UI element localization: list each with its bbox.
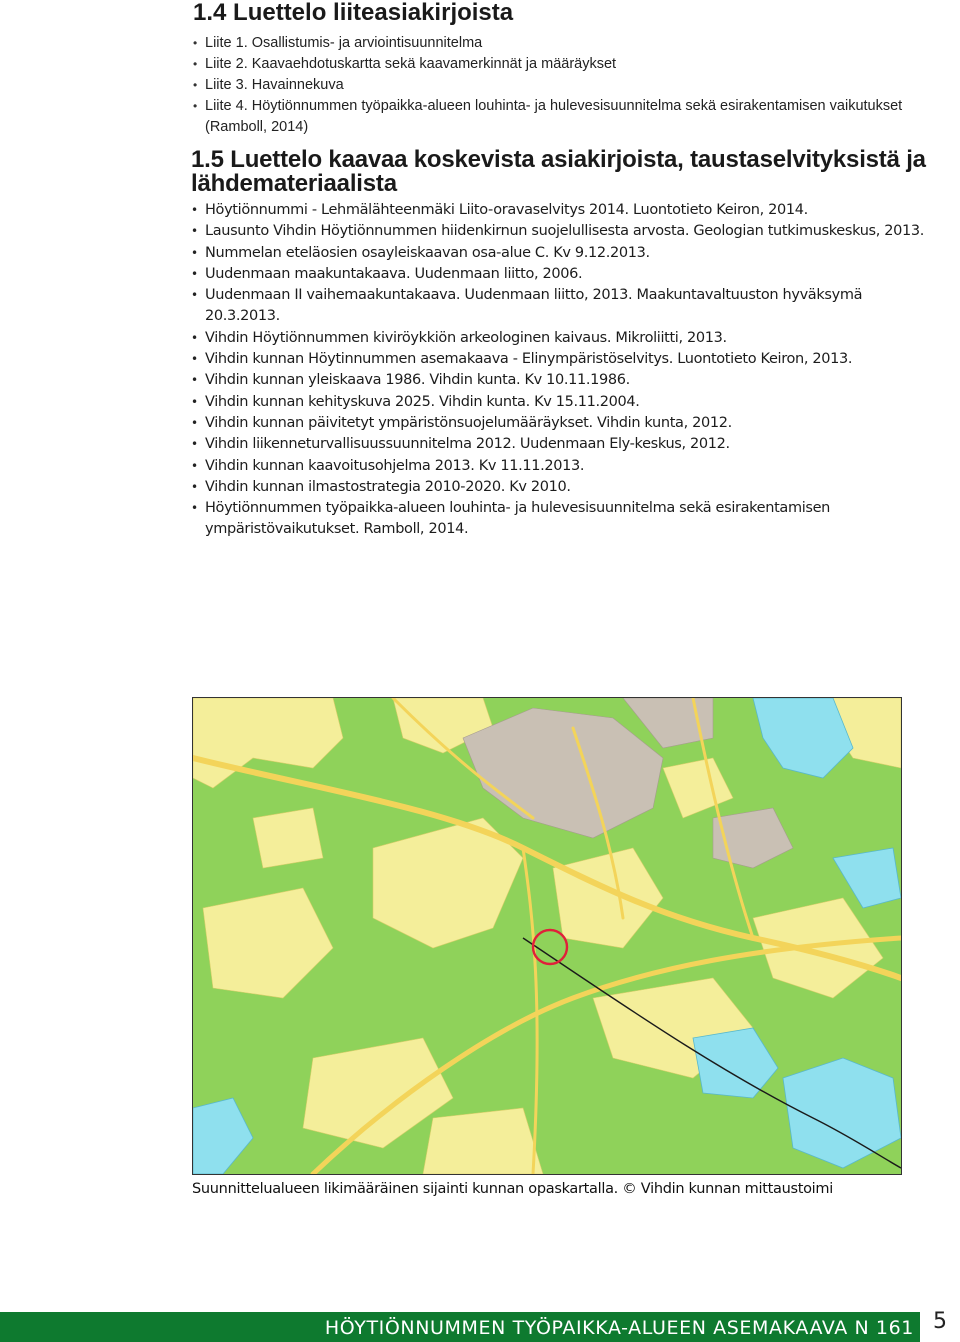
list-item: • Vihdin kunnan yleiskaava 1986. Vihdin kunta. Kv 10.11.1986. — [191, 370, 931, 391]
list-item: • Vihdin kunnan Höytinnummen asemakaava - Elinympäristöselvitys. Luontotieto Keiron, 2013. — [191, 349, 931, 370]
list-item: • Liite 1. Osallistumis- ja arviointisuunnitelma — [193, 33, 913, 54]
list-item: • Liite 3. Havainnekuva — [193, 75, 913, 96]
section-title-documents: 1.5 Luettelo kaavaa koskevista asiakirjoista, taustaselvityksistä ja lähdemateriaalista — [191, 146, 926, 197]
list-item: • Höytiönnummen työpaikka-alueen louhinta- ja hulevesisuunnitelma sekä esirakentamisen ympäristövaikutukset. Ramboll, 2014. — [191, 498, 931, 541]
list-item: • Höytiönnummi - Lehmälähteenmäki Liito-oravaselvitys 2014. Luontotieto Keiron, 2014. — [191, 200, 931, 221]
list-item: • Liite 4. Höytiönnummen työpaikka-alueen louhinta- ja hulevesisuunnitelma sekä esirakentamisen vaikutukset (Ramboll, 2014) — [193, 96, 913, 138]
map-image — [193, 698, 901, 1174]
list-item: • Uudenmaan II vaihemaakuntakaava. Uudenmaan liitto, 2013. Maakuntavaltuuston hyväksymä 20.3.2013. — [191, 285, 931, 328]
list-item: • Liite 2. Kaavaehdotuskartta sekä kaavamerkinnät ja määräykset — [193, 54, 913, 75]
attachment-list — [193, 33, 913, 138]
list-item: • Vihdin kunnan päivitetyt ympäristönsuojelumääräykset. Vihdin kunta, 2012. — [191, 413, 931, 434]
list-item: • Vihdin kunnan kaavoitusohjelma 2013. Kv 11.11.2013. — [191, 456, 931, 477]
section-title-attachments: 1.4 Luettelo liiteasiakirjoista — [193, 0, 514, 26]
page-number: 5 — [920, 1304, 960, 1342]
list-item: • Vihdin kunnan ilmastostrategia 2010-2020. Kv 2010. — [191, 477, 931, 498]
footer-title: HÖYTIÖNNUMMEN TYÖPAIKKA-ALUEEN ASEMAKAAVA N 161 — [324, 1317, 914, 1339]
list-item: • Vihdin Höytiönnummen kiviröykkiön arkeologinen kaivaus. Mikroliitti, 2013. — [191, 328, 931, 349]
list-item: • Vihdin kunnan kehityskuva 2025. Vihdin kunta. Kv 15.11.2004. — [191, 392, 931, 413]
list-item: • Lausunto Vihdin Höytiönnummen hiidenkirnun suojelullisesta arvosta. Geologian tutkimuskeskus, 2013. — [191, 221, 931, 242]
document-list — [191, 200, 931, 541]
list-item: • Uudenmaan maakuntakaava. Uudenmaan liitto, 2006. — [191, 264, 931, 285]
list-item: • Nummelan eteläosien osayleiskaavan osa-alue C. Kv 9.12.2013. — [191, 243, 931, 264]
list-item: • Vihdin liikenneturvallisuussuunnitelma 2012. Uudenmaan Ely-keskus, 2012. — [191, 434, 931, 455]
map-caption: Suunnittelualueen likimääräinen sijainti kunnan opaskartalla. © Vihdin kunnan mittaustoimi — [192, 1181, 833, 1197]
location-map — [192, 697, 902, 1175]
